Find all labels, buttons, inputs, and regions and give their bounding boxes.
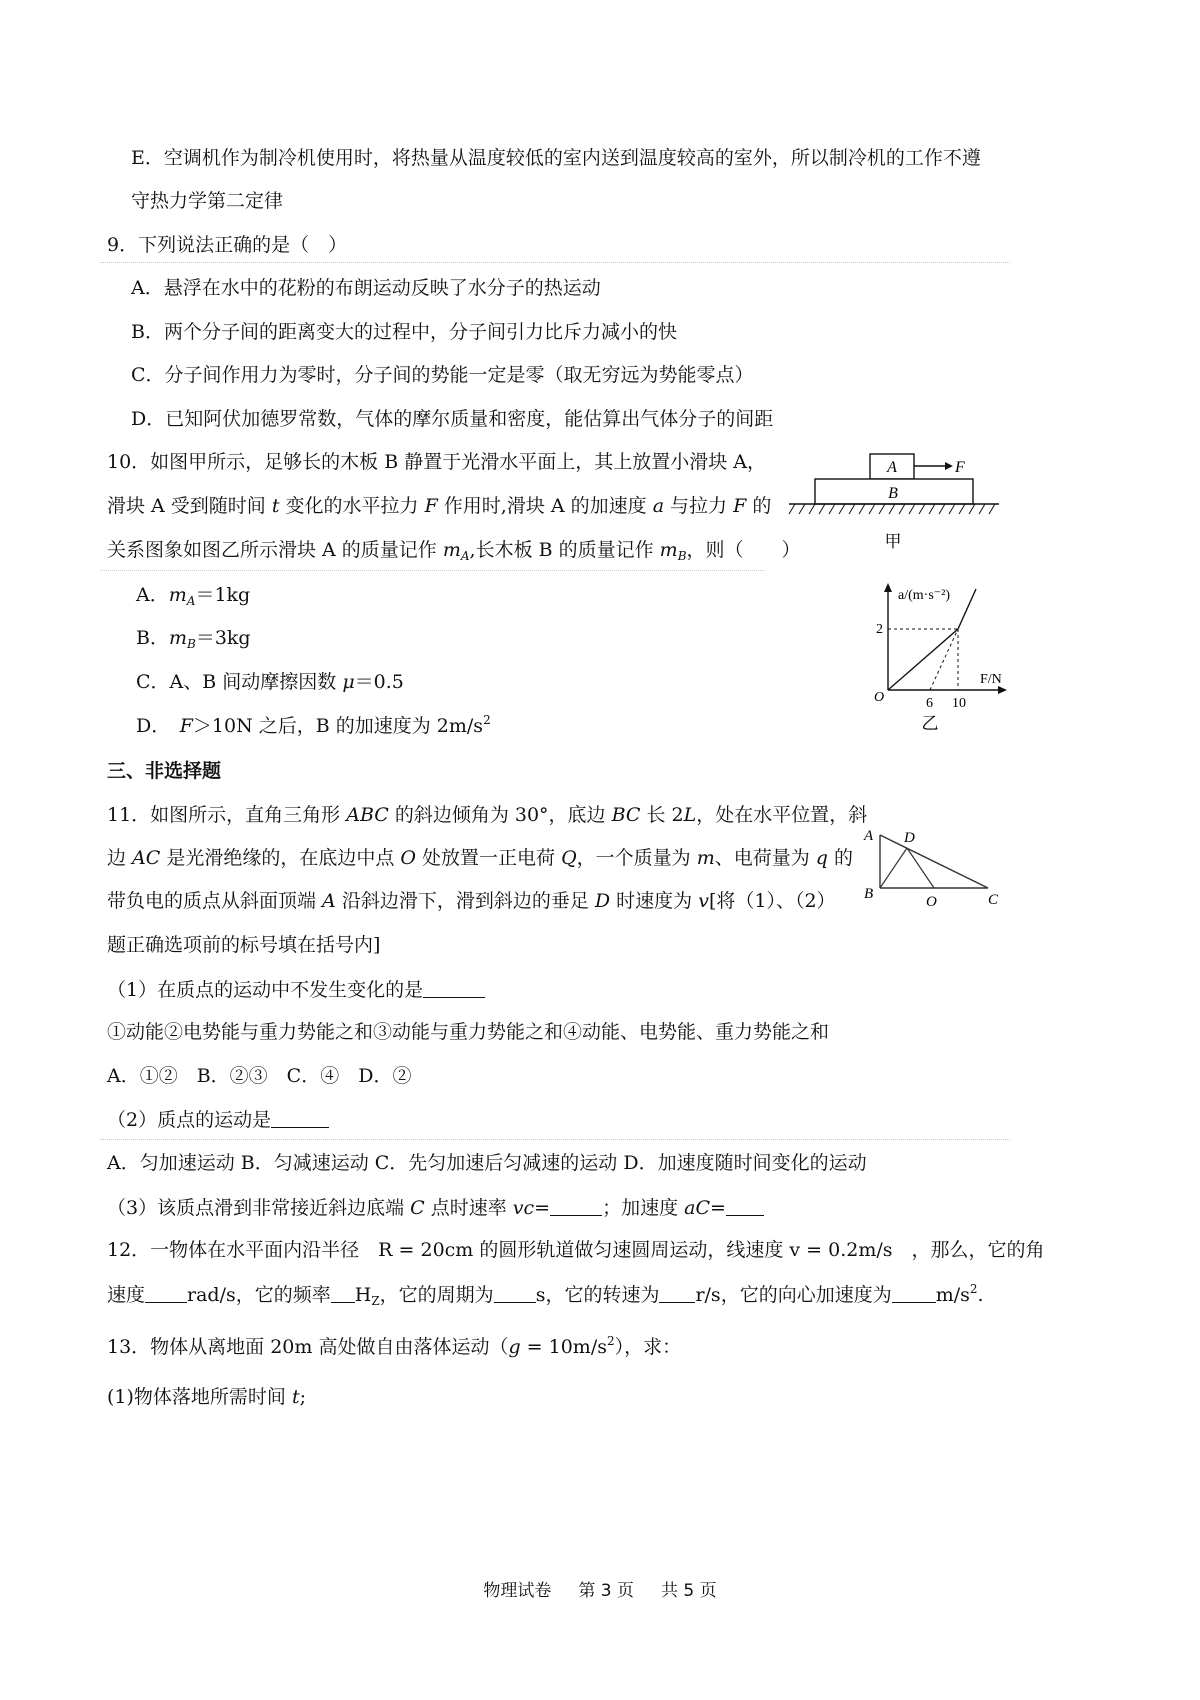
q10-figure-jia — [785, 448, 1005, 558]
q9-option-b: B．两个分子间的距离变大的过程中，分子间引力比斥力减小的快 — [131, 321, 677, 343]
block-a-label: A — [887, 459, 897, 476]
force-label: F — [955, 459, 965, 476]
q9-option-c: C．分子间作用力为零时，分子间的势能一定是零（取无穷远为势能零点） — [131, 364, 754, 386]
x-axis-arrow — [998, 686, 1007, 694]
x-axis-label: F/N — [980, 672, 1002, 687]
dashed-extension — [930, 629, 958, 690]
y-axis-arrow — [884, 583, 892, 592]
q13-stem: 13．物体从离地面 20m 高处做自由落体运动$(g = 10m/s^2)$，求： — [107, 1334, 682, 1358]
q8-option-e-line2: 守热力学第二定律 — [131, 190, 284, 212]
q10-option-d: D． F＞10N 之后，B 的加速度为 $2m/s^2$ — [136, 713, 491, 737]
point-o: O — [926, 894, 937, 910]
q11-sub1: （1）在质点的运动中不发生变化的是 — [107, 977, 485, 1002]
q10-stem-line2: 滑块 A 受到随时间 t 变化的水平拉力 F 作用时,滑块 A 的加速度 a 与拉力 F 的 — [107, 495, 772, 517]
vertex-a: A — [864, 828, 874, 844]
q9-stem: 9．下列说法正确的是（ ） — [107, 234, 348, 256]
q11-stem-line4: 题正确选项前的标号填在括号内] — [107, 934, 381, 956]
q11-sub1-statements: ①动能②电势能与重力势能之和③动能与重力势能之和④动能、电势能、重力势能之和 — [107, 1021, 830, 1043]
figure-caption-jia: 甲 — [884, 532, 902, 551]
q11-stem-line3: 带负电的质点从斜面顶端 A 沿斜边滑下，滑到斜边的垂足 D 时速度为 v[将（1）、（2） — [107, 890, 836, 912]
q10-stem-line1: 10．如图甲所示，足够长的木板 B 静置于光滑水平面上，其上放置小滑块 A， — [107, 451, 766, 473]
graph-line-segment-2 — [958, 589, 976, 629]
q10-figure-yi — [868, 575, 1018, 735]
q11-sub1-choices: A．①② B．②③ C．④ D．② — [107, 1065, 412, 1087]
q10-stem-line3: 关系图象如图乙所示滑块 A 的质量记作 $m_A$,长木板 B 的质量记作 $m_B$，则（ ） — [107, 539, 801, 563]
side-ac — [880, 835, 988, 888]
origin-label: O — [874, 690, 885, 705]
footer-page: 第 3 页 — [578, 1581, 634, 1601]
section-title: 三、非选择题 — [107, 760, 222, 782]
x-tick-10: 10 — [952, 696, 966, 711]
q10-option-a: A．$m_A=1kg$ — [136, 584, 251, 608]
board-b-label: B — [888, 485, 898, 502]
q8-option-e-line1: E．空调机作为制冷机使用时，将热量从温度较低的室内送到温度较高的室外，所以制冷机的工作不遵 — [131, 147, 981, 169]
divider — [100, 570, 765, 571]
q11-stem-line1: 11．如图所示，直角三角形 ABC 的斜边倾角为 30°，底边 BC 长 2L，处在水平位置，斜 — [107, 804, 868, 826]
answer-blank[interactable] — [494, 1282, 536, 1303]
divider — [100, 1139, 1010, 1140]
vertex-c: C — [988, 892, 999, 908]
answer-blank[interactable] — [423, 977, 485, 998]
figure-caption-yi: 乙 — [921, 714, 939, 733]
graph-line-segment-1 — [888, 629, 958, 690]
q9-option-d: D．已知阿伏加德罗常数，气体的摩尔质量和密度，能估算出气体分子的间距 — [131, 408, 774, 430]
answer-blank[interactable] — [659, 1282, 695, 1303]
footer-subject: 物理试卷 — [483, 1581, 552, 1601]
footer-total: 共 5 页 — [661, 1581, 717, 1601]
q10-option-b: B．$m_B=3kg$ — [136, 627, 251, 651]
q10-option-c: C．A、B 间动摩擦因数 μ＝0.5 — [136, 671, 404, 693]
answer-blank[interactable] — [271, 1107, 329, 1128]
segment-do — [907, 848, 934, 888]
divider — [100, 262, 1010, 263]
q11-stem-line2: 边 AC 是光滑绝缘的，在底边中点 O 处放置一正电荷 Q，一个质量为 m、电荷量为 q 的 — [107, 847, 853, 869]
point-d: D — [904, 830, 915, 846]
force-arrow-head — [945, 462, 953, 470]
q11-sub3: （3）该质点滑到非常接近斜边底端 C 点时速率 vc= ；加速度 aC= — [107, 1195, 764, 1220]
q12-stem-line2: 速度 rad/s，它的频率 $H_Z$，它的周期为 s，它的转速为 r/s，它的向心加速度为 $m/s^2$. — [107, 1282, 984, 1308]
page-footer — [0, 1580, 1200, 1602]
segment-bd — [880, 848, 907, 888]
ground-hatch — [789, 504, 995, 514]
vertex-b: B — [864, 886, 874, 902]
answer-blank[interactable] — [145, 1282, 187, 1303]
answer-blank[interactable] — [331, 1282, 355, 1303]
q11-triangle-figure — [860, 820, 1010, 915]
answer-blank[interactable] — [892, 1282, 936, 1303]
q13-sub1: (1)物体落地所需时间 t; — [107, 1386, 307, 1408]
answer-blank[interactable] — [550, 1195, 602, 1216]
q9-option-a: A．悬浮在水中的花粉的布朗运动反映了水分子的热运动 — [131, 277, 601, 299]
q12-stem-line1: 12．一物体在水平面内沿半径 R = 20cm 的圆形轨道做匀速圆周运动，线速度 v = 0.2m/s ，那么，它的角 — [107, 1239, 1045, 1261]
q11-sub2-choices: A．匀加速运动 B．匀减速运动 C．先匀加速后匀减速的运动 D．加速度随时间变化的运动 — [107, 1152, 867, 1174]
y-tick-2: 2 — [876, 622, 883, 637]
q11-sub2: （2）质点的运动是 — [107, 1107, 329, 1132]
x-tick-6: 6 — [926, 696, 933, 711]
y-axis-label: a/(m·s⁻²) — [898, 588, 951, 603]
answer-blank[interactable] — [726, 1195, 764, 1216]
